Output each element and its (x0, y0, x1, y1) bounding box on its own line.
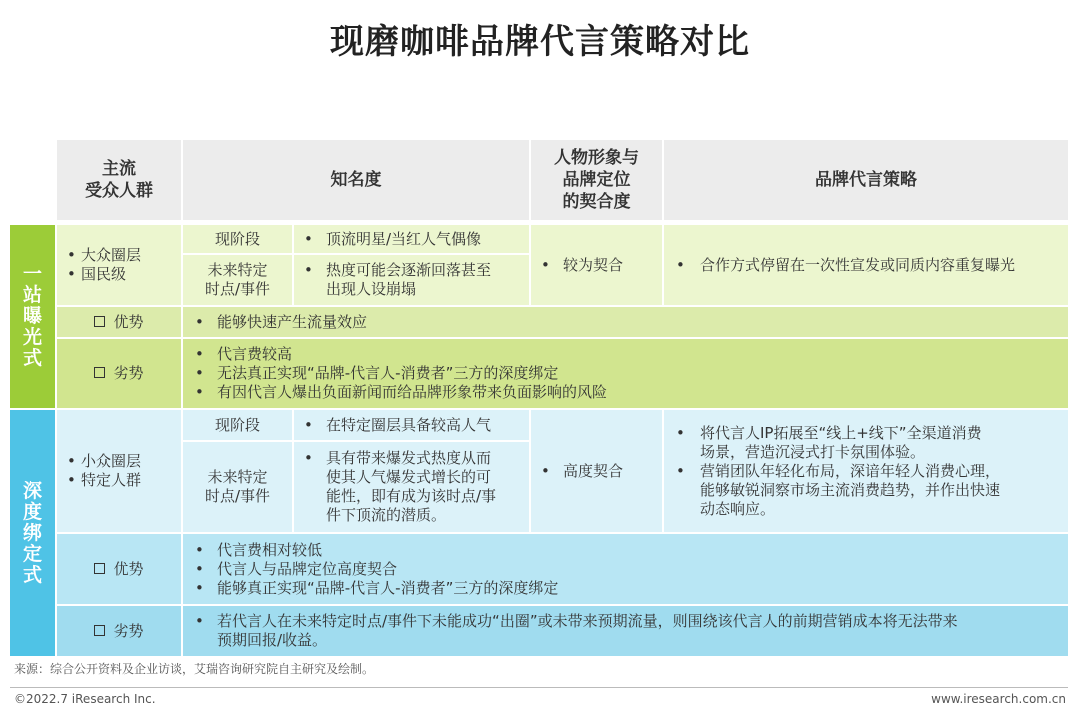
section2-phase-future: 未来特定 时点/事件 (183, 442, 292, 532)
section1-phase-now: 现阶段 (183, 225, 292, 253)
section2-fit: • 高度契合 (531, 410, 662, 532)
footer-divider (10, 687, 1068, 688)
section2-adv-text: • 代言费相对较低 • 代言人与品牌定位高度契合 • 能够真正实现“品牌-代言人-消费者”三方的深度绑定 (183, 534, 1068, 604)
copyright: ©2022.7 iResearch Inc. (14, 692, 156, 706)
source-note: 来源：综合公开资料及企业访谈，艾瑞咨询研究院自主研究及绘制。 (14, 662, 375, 676)
section2-dis-text: • 若代言人在未来特定时点/事件下未能成功“出圈”或未带来预期流量，则围绕该代言人的前期营销成本将无法带来 预期回报/收益。 (183, 606, 1068, 656)
section2-adv-label: 优势 (57, 534, 181, 604)
checkbox-icon (94, 625, 105, 636)
section1-dis-label: 劣势 (57, 339, 181, 408)
section2-audience: • 小众圈层 • 特定人群 (57, 410, 181, 532)
checkbox-icon (94, 367, 105, 378)
section1-adv-text: • 能够快速产生流量效应 (183, 307, 1068, 337)
section2-phase-future-text: • 具有带来爆发式热度从而 使其人气爆发式增长的可 能性，即有成为该时点/事 件下顶流的潜质。 (294, 442, 529, 532)
section1-phase-future: 未来特定 时点/事件 (183, 255, 292, 305)
section2-phase-now-text: • 在特定圈层具备较高人气 (294, 410, 529, 440)
section1-side-label: 一 站 曝 光 式 (10, 225, 55, 408)
section2-dis-label: 劣势 (57, 606, 181, 656)
section1-audience: • 大众圈层 • 国民级 (57, 225, 181, 305)
header-fit: 人物形象与 品牌定位 的契合度 (531, 140, 662, 220)
section1-adv-label: 优势 (57, 307, 181, 337)
section2-phase-now: 现阶段 (183, 410, 292, 440)
header-audience: 主流 受众人群 (57, 140, 181, 220)
section2-strategy: • 将代言人IP拓展至“线上+线下”全渠道消费 场景，营造沉浸式打卡氛围体验。 • 营销团队年轻化布局，深谙年轻人消费心理， 能够敏锐洞察市场主流消费趋势，并作出快速 动态响应。 (664, 410, 1068, 532)
section1-phase-now-text: • 顶流明星/当红人气偶像 (294, 225, 529, 253)
header-strategy: 品牌代言策略 (664, 140, 1068, 220)
section2-side-label: 深 度 绑 定 式 (10, 410, 55, 656)
checkbox-icon (94, 316, 105, 327)
section1-strategy: • 合作方式停留在一次性宣发或同质内容重复曝光 (664, 225, 1068, 305)
checkbox-icon (94, 563, 105, 574)
website: www.iresearch.com.cn (931, 692, 1066, 706)
section1-fit: • 较为契合 (531, 225, 662, 305)
header-awareness: 知名度 (183, 140, 529, 220)
section1-phase-future-text: • 热度可能会逐渐回落甚至 出现人设崩塌 (294, 255, 529, 305)
section1-dis-text: • 代言费较高 • 无法真正实现“品牌-代言人-消费者”三方的深度绑定 • 有因代言人爆出负面新闻而给品牌形象带来负面影响的风险 (183, 339, 1068, 408)
page-title: 现磨咖啡品牌代言策略对比 (330, 22, 750, 62)
